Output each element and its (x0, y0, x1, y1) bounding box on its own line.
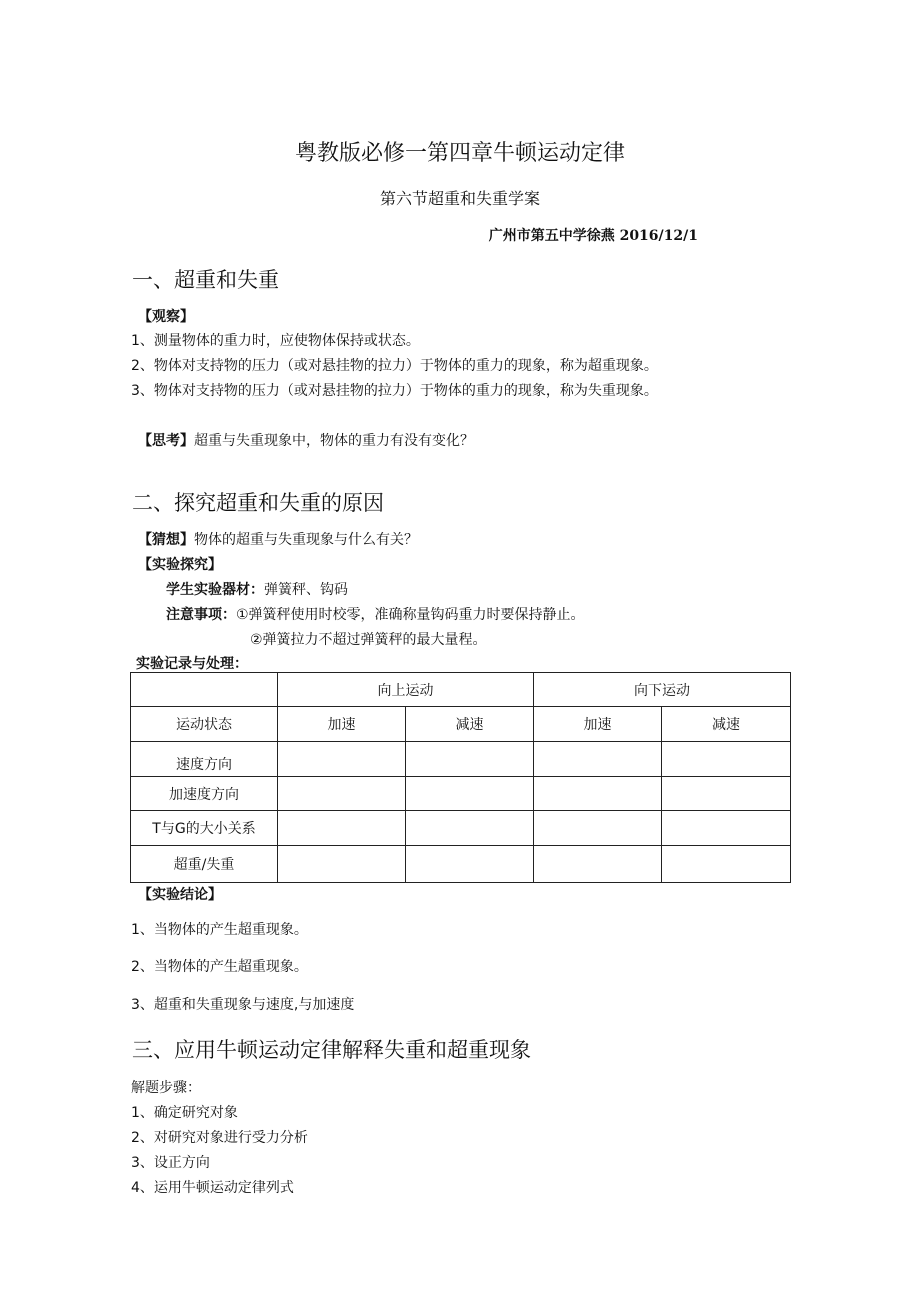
equipment-text: 弹簧秤、钩码 (264, 582, 348, 598)
experiment-record-table (130, 672, 791, 883)
note-1: ①弹簧秤使用时校零，准确称量钩码重力时要保持静止。 (236, 607, 585, 623)
group-header-down: 向下运动 (534, 673, 791, 707)
table-row (131, 673, 791, 707)
conclusion-1: 1、当物体的产生超重现象。 (131, 922, 308, 938)
table-cell[interactable] (534, 846, 662, 883)
table-cell[interactable] (662, 742, 791, 777)
table-cell[interactable] (662, 846, 791, 883)
observe-item-3: 3、物体对支持物的压力（或对悬挂物的拉力）于物体的重力的现象，称为失重现象。 (131, 383, 658, 399)
row-label-t-g-relation: T与G的大小关系 (131, 811, 278, 846)
table-cell[interactable] (534, 742, 662, 777)
table-cell[interactable] (662, 777, 791, 811)
step-4: 4、运用牛顿运动定律列式 (131, 1180, 294, 1196)
row-label-overweight-weightless: 超重/失重 (131, 846, 278, 883)
table-row (131, 811, 791, 846)
page-title: 粤教版必修一第四章牛顿运动定律 (294, 141, 625, 166)
record-label: 实验记录与处理： (136, 656, 248, 672)
guess-paragraph (138, 529, 418, 549)
step-3: 3、设正方向 (131, 1155, 210, 1171)
table-row (131, 777, 791, 811)
table-row (131, 846, 791, 883)
table-cell-empty (131, 673, 278, 707)
sub-header-down-accel: 加速 (534, 707, 662, 742)
section1-heading: 一、超重和失重 (132, 268, 279, 292)
step-2: 2、对研究对象进行受力分析 (131, 1130, 308, 1146)
table-cell[interactable] (406, 777, 534, 811)
equipment-line (166, 579, 348, 599)
explore-label: 【实验探究】 (138, 557, 222, 573)
guess-label: 【猜想】 (138, 532, 194, 548)
steps-label: 解题步骤： (131, 1080, 201, 1096)
table-cell[interactable] (278, 777, 406, 811)
table-cell[interactable] (278, 742, 406, 777)
observe-label: 【观察】 (138, 309, 194, 325)
state-label: 运动状态 (131, 707, 278, 742)
table-cell[interactable] (278, 846, 406, 883)
notes-label: 注意事项： (166, 607, 236, 623)
table-row (131, 707, 791, 742)
conclusion-3: 3、超重和失重现象与速度,与加速度 (131, 997, 355, 1013)
step-1: 1、确定研究对象 (131, 1105, 238, 1121)
conclusion-2: 2、当物体的产生超重现象。 (131, 959, 308, 975)
table-cell[interactable] (534, 811, 662, 846)
think-paragraph (138, 430, 474, 450)
author-line: 广州市第五中学徐燕 2016/12/1 (488, 228, 698, 244)
table-cell[interactable] (406, 811, 534, 846)
sub-header-up-accel: 加速 (278, 707, 406, 742)
think-label: 【思考】 (138, 433, 194, 449)
table-cell[interactable] (534, 777, 662, 811)
equipment-label: 学生实验器材： (166, 582, 264, 598)
section3-heading: 三、应用牛顿运动定律解释失重和超重现象 (132, 1038, 531, 1062)
table-cell[interactable] (278, 811, 406, 846)
sub-header-up-decel: 减速 (406, 707, 534, 742)
guess-text: 物体的超重与失重现象与什么有关？ (194, 532, 418, 548)
observe-item-1: 1、测量物体的重力时，应使物体保持或状态。 (131, 333, 420, 349)
table-cell[interactable] (406, 846, 534, 883)
group-header-up: 向上运动 (278, 673, 534, 707)
sub-header-down-decel: 减速 (662, 707, 791, 742)
notes-line (166, 604, 585, 624)
conclusion-label: 【实验结论】 (138, 887, 222, 903)
row-label-acceleration-direction: 加速度方向 (131, 777, 278, 811)
think-text: 超重与失重现象中，物体的重力有没有变化？ (194, 433, 474, 449)
note-2: ②弹簧拉力不超过弹簧秤的最大量程。 (250, 632, 487, 648)
table-row (131, 742, 791, 777)
observe-item-2: 2、物体对支持物的压力（或对悬挂物的拉力）于物体的重力的现象，称为超重现象。 (131, 358, 658, 374)
row-label-velocity-direction: 速度方向 (131, 742, 278, 777)
table-cell[interactable] (406, 742, 534, 777)
page-subtitle: 第六节超重和失重学案 (379, 189, 540, 208)
section2-heading: 二、探究超重和失重的原因 (132, 491, 384, 515)
table-cell[interactable] (662, 811, 791, 846)
